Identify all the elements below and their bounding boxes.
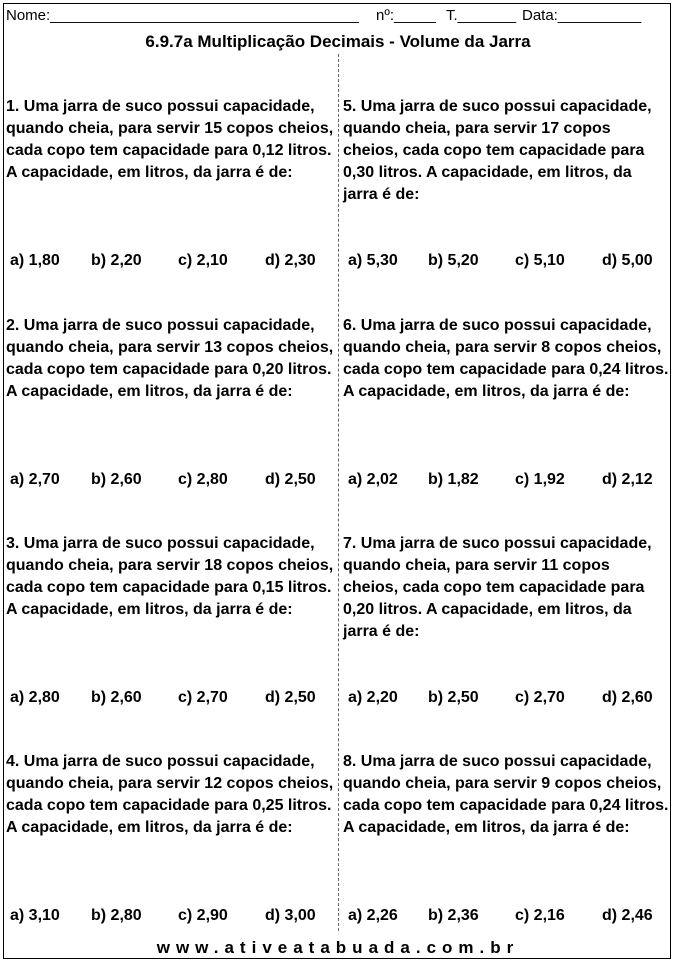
question-2	[6, 315, 340, 403]
website-footer[interactable]: www.ativeatabuada.com.br	[156, 938, 520, 957]
option-a[interactable]: a) 3,10	[10, 907, 60, 924]
question-7-options	[343, 687, 676, 709]
option-d[interactable]: d) 2,12	[602, 471, 653, 488]
number-field[interactable]: nº:_____	[376, 7, 436, 24]
question-text: 7. Uma jarra de suco possui capacidade, quando cheia, para servir 11 copos cheios, cada copo tem capacidade para 0,20 litros. A capacidade, em litros, da jarra é de:	[343, 535, 652, 640]
question-8	[343, 751, 669, 839]
option-b[interactable]: b) 1,82	[428, 471, 479, 488]
option-d[interactable]: d) 3,00	[265, 907, 316, 924]
question-7	[343, 533, 669, 643]
option-b[interactable]: b) 2,60	[91, 689, 142, 706]
question-6	[343, 315, 669, 403]
question-3-options	[6, 687, 340, 709]
option-a[interactable]: a) 2,02	[348, 471, 398, 488]
option-c[interactable]: c) 2,10	[178, 252, 228, 269]
question-4-options	[6, 905, 340, 927]
option-d[interactable]: d) 2,60	[602, 689, 653, 706]
option-c[interactable]: c) 2,90	[178, 907, 228, 924]
option-d[interactable]: d) 5,00	[602, 252, 653, 269]
name-field[interactable]: Nome:_____________________________________	[6, 7, 359, 24]
option-a[interactable]: a) 5,30	[348, 252, 398, 269]
question-5	[343, 96, 669, 206]
option-c[interactable]: c) 1,92	[515, 471, 565, 488]
option-a[interactable]: a) 1,80	[10, 252, 60, 269]
option-a[interactable]: a) 2,20	[348, 689, 398, 706]
question-1-options	[6, 250, 340, 272]
question-5-options	[343, 250, 676, 272]
question-8-options	[343, 905, 676, 927]
option-a[interactable]: a) 2,70	[10, 471, 60, 488]
question-1	[6, 96, 340, 184]
class-field[interactable]: T._______	[446, 7, 517, 24]
question-text: 1. Uma jarra de suco possui capacidade, quando cheia, para servir 15 copos cheios, cada copo tem capacidade para 0,12 litros. A capacidade, em litros, da jarra é de:	[6, 98, 334, 181]
question-text: 8. Uma jarra de suco possui capacidade, quando cheia, para servir 9 copos cheios, cada copo tem capacidade para 0,24 litros. A capacidade, em litros, da jarra é de:	[343, 753, 669, 836]
option-c[interactable]: c) 2,70	[515, 689, 565, 706]
option-c[interactable]: c) 2,70	[178, 689, 228, 706]
option-c[interactable]: c) 5,10	[515, 252, 565, 269]
option-c[interactable]: c) 2,16	[515, 907, 565, 924]
question-text: 5. Uma jarra de suco possui capacidade, quando cheia, para servir 17 copos cheios, cada copo tem capacidade para 0,30 litros. A capacidade, em litros, da jarra é de:	[343, 98, 652, 203]
option-d[interactable]: d) 2,50	[265, 689, 316, 706]
question-text: 6. Uma jarra de suco possui capacidade, quando cheia, para servir 8 copos cheios, cada copo tem capacidade para 0,24 litros. A capacidade, em litros, da jarra é de:	[343, 317, 669, 400]
question-text: 4. Uma jarra de suco possui capacidade, quando cheia, para servir 12 copos cheios, cada copo tem capacidade para 0,25 litros. A capacidade, em litros, da jarra é de:	[6, 753, 334, 836]
option-a[interactable]: a) 2,80	[10, 689, 60, 706]
option-d[interactable]: d) 2,50	[265, 471, 316, 488]
option-b[interactable]: b) 5,20	[428, 252, 479, 269]
option-b[interactable]: b) 2,36	[428, 907, 479, 924]
option-d[interactable]: d) 2,46	[602, 907, 653, 924]
page-title: 6.9.7a Multiplicação Decimais - Volume da Jarra	[145, 32, 531, 51]
option-b[interactable]: b) 2,80	[91, 907, 142, 924]
question-4	[6, 751, 340, 839]
question-text: 2. Uma jarra de suco possui capacidade, quando cheia, para servir 13 copos cheios, cada copo tem capacidade para 0,20 litros. A capacidade, em litros, da jarra é de:	[6, 317, 334, 400]
option-d[interactable]: d) 2,30	[265, 252, 316, 269]
question-text: 3. Uma jarra de suco possui capacidade, quando cheia, para servir 18 copos cheios, cada copo tem capacidade para 0,15 litros. A capacidade, em litros, da jarra é de:	[6, 535, 334, 618]
date-field[interactable]: Data:__________	[522, 7, 642, 24]
option-b[interactable]: b) 2,20	[91, 252, 142, 269]
question-6-options	[343, 469, 676, 491]
option-a[interactable]: a) 2,26	[348, 907, 398, 924]
option-c[interactable]: c) 2,80	[178, 471, 228, 488]
question-3	[6, 533, 340, 621]
option-b[interactable]: b) 2,50	[428, 689, 479, 706]
question-2-options	[6, 469, 340, 491]
student-header	[6, 6, 670, 26]
option-b[interactable]: b) 2,60	[91, 471, 142, 488]
